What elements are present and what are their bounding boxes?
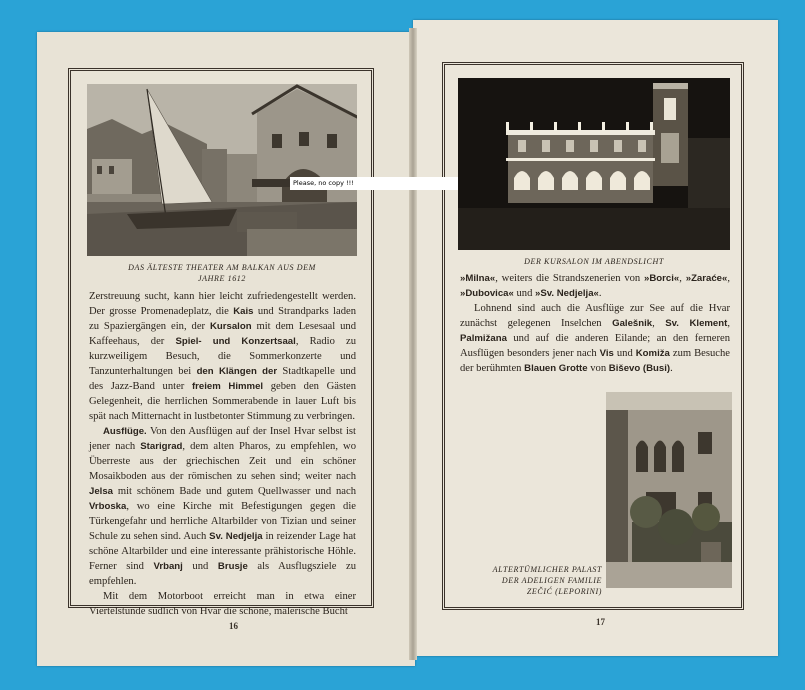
paragraph: Mit dem Motorboot erreicht man in etwa einer Viertelstunde südlich von Hvar die schöne, malerische Bucht	[89, 591, 356, 617]
caption-line: JAHRE 1612	[198, 274, 246, 283]
copy-watermark: Please, no copy !!!	[290, 177, 544, 190]
kursalon-photo	[458, 78, 730, 250]
palace-photo-caption	[466, 564, 602, 597]
paragraph: Ausflüge. Von den Ausflügen auf der Insel Hvar selbst ist jener nach Starigrad, dem alten Pharos, zu empfehlen, wo Überreste aus der griechischen Zeit und ein schöner Mosaikboden aus der römischen zu sehen sind; weiter nach Jelsa mit schönem Bade und gutem Quellwasser und nach Vrboska, wo eine Kirche mit Befestigungen gegen die Türkengefahr und herrliche Altarbilder von Tizian und seiner Schule zu sehen sind. Auch Sv. Nedjelja in reizender Lage hat schöne Altarbilder und eine interessante prähistorische Höhle. Ferner sind Vrbanj und Brusje als Ausflugsziele zu empfehlen.	[89, 426, 356, 587]
kursalon-photo-caption: DER KURSALON IM ABENDSLICHT	[524, 257, 664, 266]
theater-photo-caption	[88, 262, 356, 284]
paragraph: Lohnend sind auch die Ausflüge zur See auf die Hvar zunächst gelegenen Inselchen Galešnik, Sv. Klement, Palmižana und auf die anderen Eilande; an den ferneren Ausflügen besonders jener nach Vis und Komiža zum Besuche der berühmten Blauen Grotte von Biševo (Busi).	[460, 303, 730, 374]
palace-photo	[606, 392, 732, 588]
right-body-text	[460, 271, 730, 376]
caption-line: DAS ÄLTESTE THEATER AM BALKAN AUS DEM	[128, 263, 316, 272]
page-number: 17	[596, 617, 605, 627]
caption-line: ALTERTÜMLICHER PALAST	[492, 565, 602, 574]
caption-line: DER ADELIGEN FAMILIE	[501, 576, 602, 585]
theater-photo	[87, 84, 357, 256]
caption-line: ZEČIĆ (LEPORINI)	[526, 587, 602, 596]
paragraph: »Milna«, weiters die Strandszenerien von »Borci«, »Zaraće«, »Dubovica« und »Sv. Nedjelja«.	[460, 273, 730, 299]
paragraph: Zerstreuung sucht, kann hier leicht zufriedengestellt werden. Der grosse Promenadeplatz, die Kais und Strandparks laden zu Spaziergängen ein, der Kursalon mit dem Lesesaal und Kaffeehaus, der Spiel- und Konzertsaal, Radio zu kurzweiligem Besuch, die Sommerkonzerte und Tanzunterhaltungen bei den Klängen der Stadtkapelle und des Jazz-Band unter freiem Himmel geben den Gästen Gelegenheit, die herrlichen Sommerabende in lauer Luft bis spät nach Mitternacht in lustbetonter Stimmung zu verbringen.	[89, 291, 357, 422]
book-gutter	[409, 28, 417, 660]
left-body-text	[89, 289, 356, 619]
page-number: 16	[229, 621, 238, 631]
